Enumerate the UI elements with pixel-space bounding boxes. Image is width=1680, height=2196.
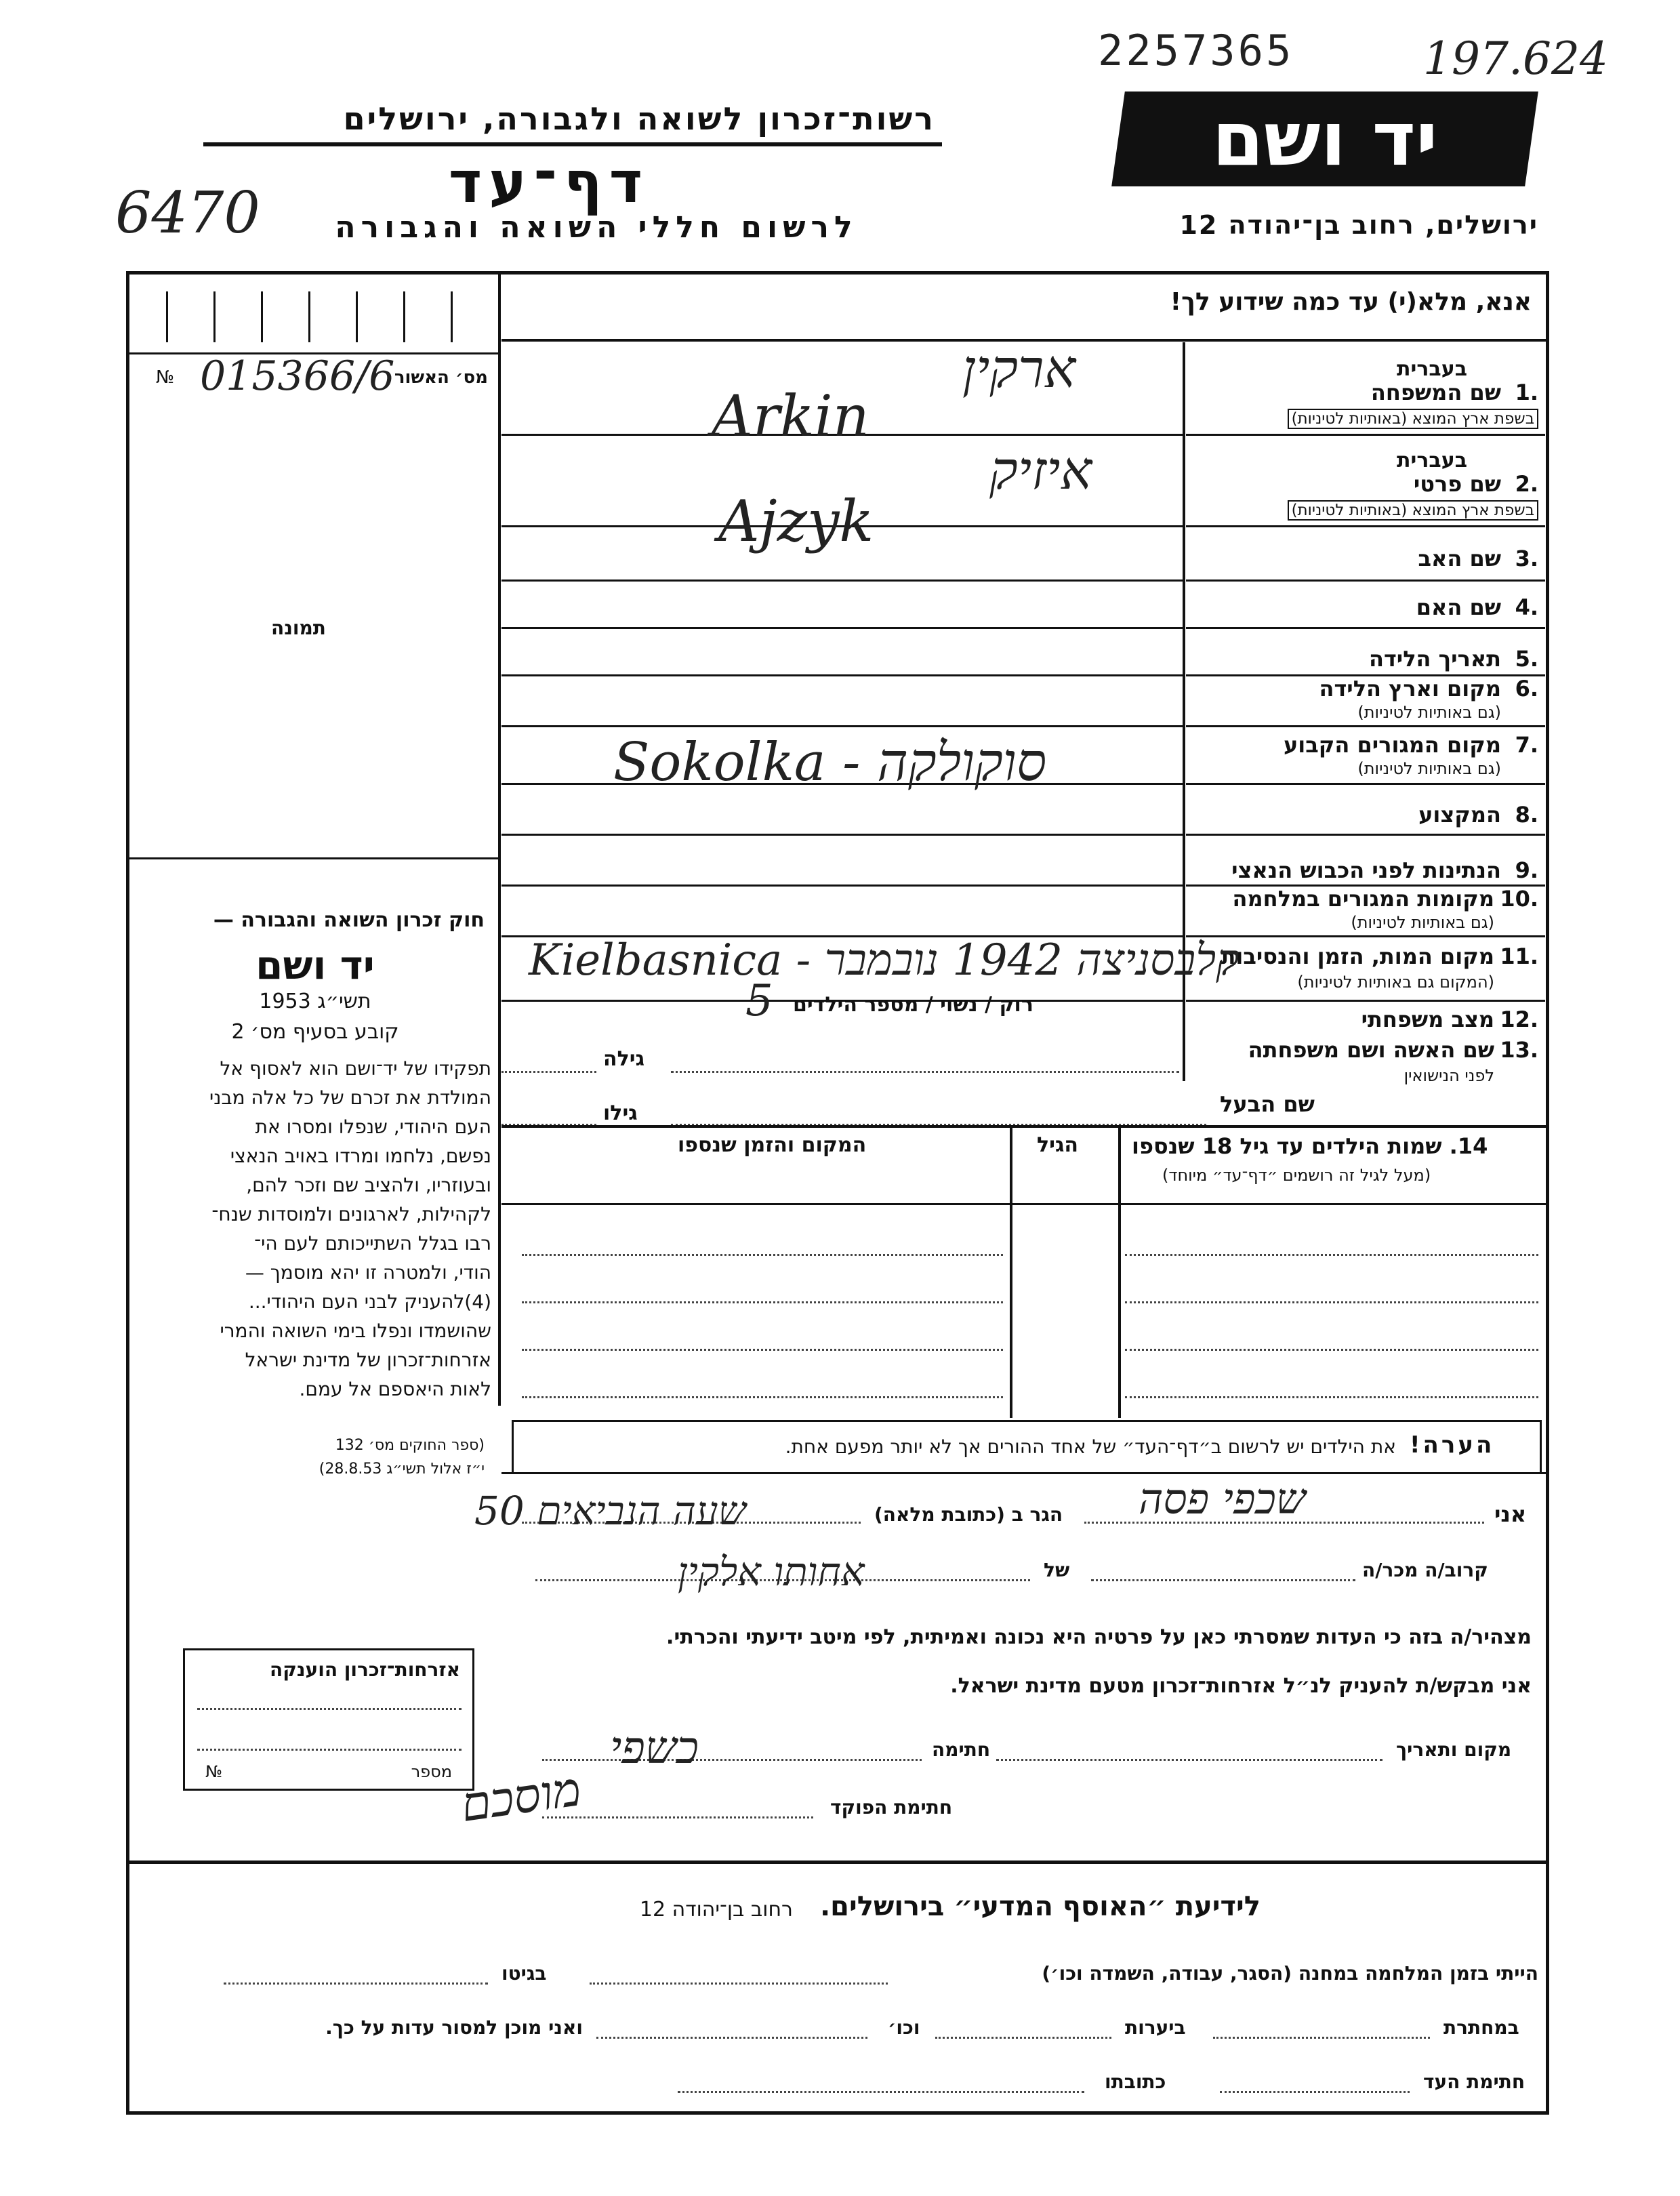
- field-10-num: 10.: [1500, 886, 1538, 912]
- field-10-label: מקומות המגורים במלחמה: [1232, 886, 1494, 912]
- declarant-address-hand: שעה הנביאים 50: [474, 1488, 746, 1534]
- left-panel-divider: [498, 274, 501, 1406]
- field-row-11: [1186, 935, 1545, 1002]
- law-line: לאות היאספם אל עמם.: [299, 1378, 491, 1400]
- field-3-label: שם האב: [1418, 546, 1501, 571]
- field-8-num: 8.: [1515, 802, 1538, 828]
- field-5-label: תאריך הלידה: [1368, 646, 1501, 672]
- children-note: (מעל לגיל זה רושמים ״דף־עד״ מיוחד): [1162, 1166, 1431, 1185]
- field-6-label: מקום וארץ הלידה: [1319, 676, 1501, 702]
- field-1-note: בשפת ארץ המוצא (באותיות לטיניות): [1288, 409, 1538, 429]
- law-line: הודי, ולמטרה זו יהא מוסמך —: [245, 1261, 491, 1284]
- signature-label: חתימה: [932, 1738, 991, 1761]
- officer-signature-hand: מוסכם: [457, 1761, 584, 1833]
- field-7-label: מקום המגורים הקבוע: [1283, 732, 1501, 758]
- age-col-divider-left: [1010, 1126, 1012, 1418]
- declaration-top-line: [501, 1472, 1549, 1474]
- field-7-note: (גם באותיות לטיניות): [1357, 759, 1501, 778]
- footer-line1-b: בגיטו: [501, 1962, 547, 1985]
- footer-title: לידיעת ״האוסף המדעי״ בירושלים.: [819, 1891, 1261, 1922]
- wife-age-label: גילה: [603, 1047, 644, 1071]
- law-line: תפקידו של יד־ושם הוא לאסוף אל: [220, 1057, 491, 1080]
- field-2-num: 2.: [1515, 471, 1538, 497]
- footer-witness-address-label: כתובתו: [1105, 2071, 1166, 2093]
- field-row-6: [1186, 674, 1545, 727]
- i-label: אני: [1494, 1501, 1527, 1527]
- field-6-note: (גם באותיות לטיניות): [1357, 703, 1501, 722]
- officer-signature-label: חתימת הפוקד: [830, 1796, 953, 1818]
- approval-no-symbol: №: [156, 367, 175, 388]
- law-line: נפשם, נלחמו ומרדו באויב הנאצי: [230, 1145, 491, 1167]
- law-title: חוק זכרון השואה והגבורה —: [213, 908, 485, 932]
- handwritten-record-number: 197.624: [1423, 33, 1608, 85]
- citizenship-number-label: מספר: [411, 1762, 452, 1781]
- law-line: שהושמדו ונפלו בימי השואה והמרי: [220, 1320, 491, 1342]
- relative-name-hand: אחותו אלקין: [678, 1549, 865, 1595]
- field-12-num: 12.: [1500, 1006, 1538, 1032]
- law-section: קובע בסעיף מס׳ 2: [231, 1020, 399, 1044]
- residence-hand: Sokolka - סוקולקה: [613, 732, 1047, 793]
- children-header-line: [501, 1203, 1549, 1205]
- page-title: דף־עד: [448, 149, 650, 216]
- law-year: תשי״ג 1953: [259, 990, 371, 1013]
- field-9-num: 9.: [1515, 857, 1538, 883]
- logo-text: יד ושם: [1212, 96, 1438, 182]
- field-row-13: [1186, 1034, 1545, 1088]
- footer-witness-signature-label: חתימת העד: [1423, 2071, 1525, 2093]
- place-date-label: מקום ותאריך: [1396, 1738, 1512, 1761]
- field-5-num: 5.: [1515, 646, 1538, 672]
- husband-label: שם הבעל: [1220, 1091, 1315, 1117]
- footer-divider: [129, 1860, 1549, 1864]
- field-10-note: (גם באותיות לטיניות): [1351, 913, 1494, 932]
- footer-line2-b: ביערות: [1125, 2016, 1186, 2039]
- field-8-label: המקצוע: [1418, 802, 1501, 828]
- marital-options: רוק / נשוי / מספר הילדים: [793, 993, 1033, 1017]
- left-panel-photo-bottom: [129, 857, 500, 859]
- field-row-4: [1186, 580, 1545, 629]
- authority-name: רשות־זכרון לשואה ולגבורה, ירושלים: [343, 100, 935, 137]
- approval-label: מס׳ האשור: [394, 367, 488, 388]
- firstname-latin-hand: Ajzyk: [718, 488, 874, 554]
- handwritten-file-number: 6470: [115, 180, 260, 246]
- footer-line2-a: במחתרת: [1443, 2016, 1519, 2039]
- law-line: המולדת את זכרם של כל אלה מבני: [209, 1086, 491, 1109]
- page-subtitle: לרשום חללי השואה והגבורה: [335, 210, 858, 245]
- field-13-num: 13.: [1500, 1037, 1538, 1063]
- declaration-text: מצהיר/ה בזה כי העדות שמסרתי כאן על פרטיה היא נכונה ואמיתית, לפי מיטב ידיעתי והכרתי.: [666, 1625, 1532, 1649]
- address: ירושלים, רחוב בן־יהודה 12: [1179, 210, 1538, 240]
- children-count-hand: 5: [745, 976, 773, 1026]
- place-col-label: המקום והזמן שנספו: [678, 1133, 867, 1157]
- field-2-label: שם פרטי: [1413, 471, 1501, 497]
- field-row-5: [1186, 627, 1545, 676]
- field-4-num: 4.: [1515, 594, 1538, 620]
- field-4-label: שם האם: [1416, 594, 1501, 620]
- law-line: (4)להעניק לבני העם היהודי...: [248, 1290, 491, 1313]
- field-row-10: [1186, 884, 1545, 937]
- field-13-label: שם האשה ושם משפחתה: [1248, 1037, 1494, 1063]
- law-reference-2: י״ז אלול תשי״ג 28.8.53): [319, 1461, 485, 1478]
- citizenship-number-symbol: №: [205, 1762, 222, 1781]
- relative-label: קרוב/ה מכר/ה: [1362, 1559, 1488, 1581]
- approval-handwritten: 015366/6: [200, 352, 395, 400]
- law-name: יד ושם: [255, 942, 375, 988]
- firstname-hebrew-hand: איזיק: [989, 441, 1092, 502]
- field-row-3: [1186, 525, 1545, 582]
- in-hebrew-label-2: בעברית: [1397, 449, 1467, 472]
- field-12-label: מצב משפחתי: [1361, 1006, 1494, 1032]
- footer-line2-d: ואני מוכן למסור עדות על כך.: [325, 2016, 583, 2039]
- field-row-9: [1186, 834, 1545, 887]
- declarant-name-hand: שכפי פסה: [1139, 1474, 1306, 1524]
- field-3-num: 3.: [1515, 546, 1538, 571]
- field-11-num: 11.: [1500, 943, 1538, 969]
- tick-row: [139, 291, 491, 346]
- request-text: אני מבקש/ת להעניק לנ״ל אזרחות־זכרון מטעם מדינת ישראל.: [950, 1674, 1532, 1698]
- law-reference-1: (ספר החוקים מס׳ 132: [335, 1437, 485, 1454]
- field-9-label: הנתינות לפני הכבוש הנאצי: [1231, 857, 1501, 883]
- field-row-8: [1186, 783, 1545, 836]
- surname-latin-hand: Arkin: [712, 383, 869, 449]
- field-6-num: 6.: [1515, 676, 1538, 702]
- signature-hand: כשפי: [610, 1722, 699, 1774]
- field-13-note: לפני הנישואין: [1404, 1066, 1494, 1085]
- citizenship-title: אזרחות־זכרון הוענקה: [270, 1659, 460, 1681]
- authority-underline: [203, 142, 942, 146]
- field-1-num: 1.: [1515, 380, 1538, 405]
- law-line: העם היהודי, שנפלו ומסרו את: [255, 1116, 491, 1138]
- resident-label: הגר ב (כתובת מלאה): [874, 1503, 1063, 1526]
- photo-label: תמונה: [271, 617, 326, 639]
- children-label: 14. שמות הילדים עד גיל 18 שנספו: [1132, 1133, 1488, 1159]
- remark-title: הערה!: [1410, 1431, 1495, 1459]
- law-text: [142, 1057, 491, 1407]
- surname-hebrew-hand: ארקין: [962, 339, 1076, 400]
- age-col-divider-right: [1118, 1126, 1121, 1418]
- field-11-label: מקום המות, הזמן והנסיבות: [1221, 943, 1494, 969]
- age-col-label: הגיל: [1037, 1133, 1078, 1157]
- footer-line1-a: הייתי בזמן המלחמה במחנה (הסגר, עבודה, השמדה וכו׳): [1042, 1962, 1538, 1985]
- law-line: לקהילות, לארגונים ולמוסדות שנח־: [211, 1203, 491, 1225]
- footer-address: רחוב בן־יהודה 12: [639, 1898, 793, 1922]
- field-1-label: שם המשפחה: [1370, 380, 1501, 405]
- field-7-num: 7.: [1515, 732, 1538, 758]
- law-line: רבו בגלל השתייכותם לעם הי־: [254, 1232, 491, 1255]
- citizenship-box: [183, 1648, 474, 1791]
- field-row-2: [1186, 434, 1545, 527]
- husband-age-label: גילו: [603, 1101, 638, 1125]
- approval-number: [156, 352, 495, 400]
- field-row-1: [1186, 342, 1545, 436]
- field-row-12: [1186, 1000, 1545, 1034]
- law-line: ובעוזריו, ולהציב שם וזכר להם,: [246, 1174, 491, 1196]
- serial-number: 2257365: [1098, 26, 1294, 75]
- in-hebrew-label: בעברית: [1397, 357, 1467, 381]
- field-row-7: [1186, 725, 1545, 785]
- death-place-hand: Kielbasnica - קלבסניצה 1942 נובמבר: [529, 935, 1239, 985]
- form-intro: אנא, מלא(י) עד כמה שידוע לך!: [1170, 288, 1532, 316]
- children-top-line: [501, 1125, 1549, 1128]
- remark-text: את הילדים יש לרשום ב״דף־העד״ של אחד ההורים אך לא יותר מפעם אחת.: [785, 1436, 1396, 1458]
- footer-line2-c: וכו׳: [888, 2016, 920, 2039]
- field-2-note: בשפת ארץ המוצא (באותיות לטיניות): [1288, 500, 1538, 521]
- field-11-note: (המקום גם באותיות לטיניות): [1297, 973, 1494, 992]
- of-label: של: [1044, 1559, 1070, 1581]
- yad-vashem-logo: [1111, 92, 1538, 186]
- law-line: אזרחות־זכרון של מדינת ישראל: [245, 1349, 491, 1371]
